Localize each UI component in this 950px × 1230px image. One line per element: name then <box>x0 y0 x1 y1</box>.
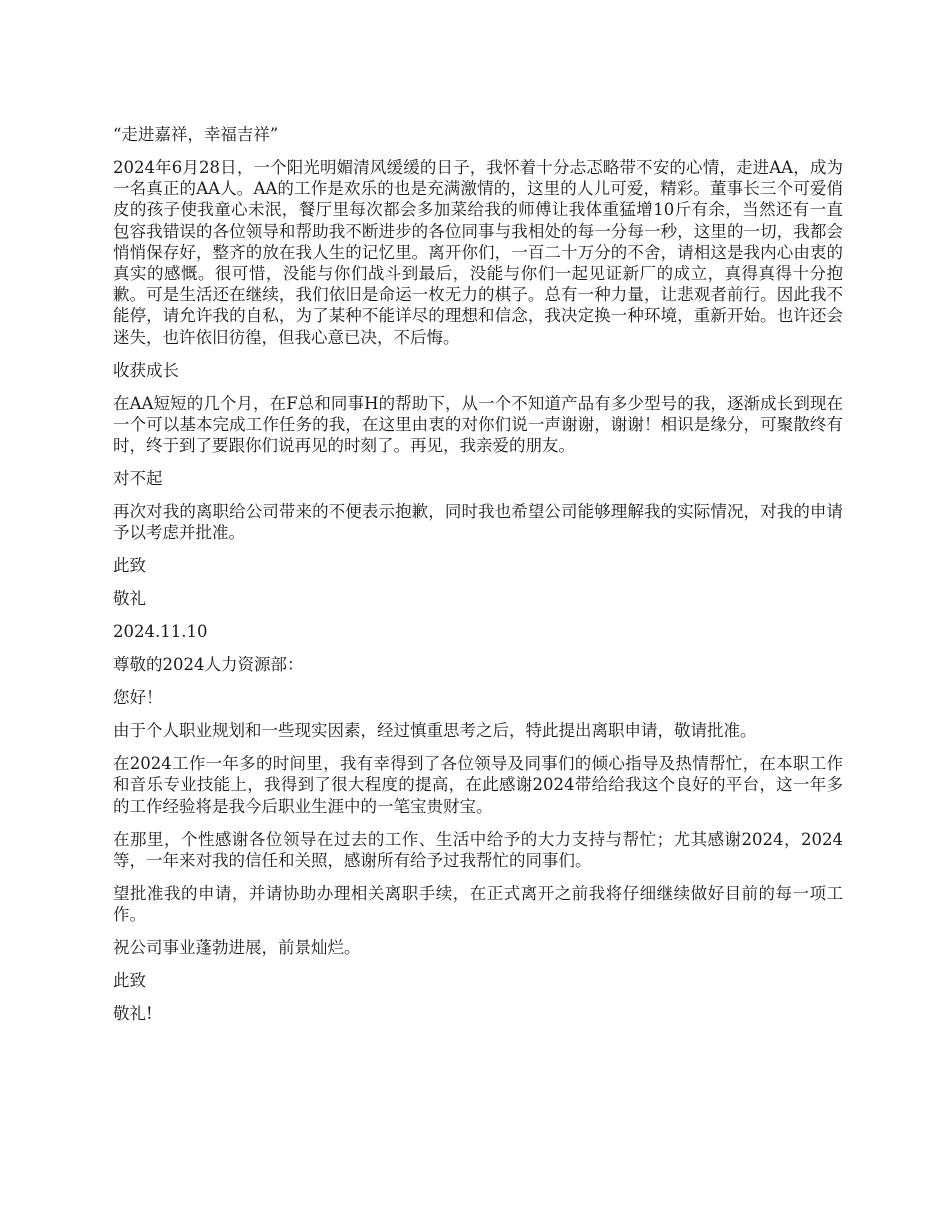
letter-addressee: 尊敬的2024人力资源部： <box>113 655 304 675</box>
section-heading-growth: 收获成长 <box>113 360 179 380</box>
document-title: “走进嘉祥，幸福吉祥” <box>113 125 279 144</box>
closing-salutation: 此致 <box>113 556 146 576</box>
paragraph-intro: 2024年6月28日，一个阳光明媚清风缓缓的日子，我怀着十分忐忑略带不安的心情，走进AA，成为一名真正的AA人。AA的工作是欢乐的也是充满激情的，这里的人儿可爱，精彩。董事长三个可爱俏皮的孩子使我童心未泯，餐厅里每次都会多加菜给我的师傅让我体重猛增10斤有余，当然还有一直包容我错误的各位领导和帮助我不断进步的各位同事与我相处的每一分每一秒，这里的一切，我都会悄悄保存好，整齐的放在我人生的记忆里。离开你们，一百二十万分的不舍，请相这是我内心由衷的真实的感慨。很可惜，没能与你们战斗到最后，没能与你们一起见证新厂的成立，真得真得十分抱歉。可是生活还在继续，我们依旧是命运一枚无力的棋子。总有一种力量，让悲观者前行。因此我不能停，请允许我的自私，为了某种不能详尽的理想和信念，我决定换一种环境，重新开始。也许还会迷失，也许依旧彷徨，但我心意已决，不后悔。 <box>113 158 843 347</box>
paragraph-apology: 再次对我的离职给公司带来的不便表示抱歉，同时我也希望公司能够理解我的实际情况，对我的申请予以考虑并批准。 <box>113 502 843 543</box>
document-body <box>113 124 843 1036</box>
paragraph-gratitude: 在那里，个性感谢各位领导在过去的工作、生活中给予的大力支持与帮忙；尤其感谢2024，2024等，一年来对我的信任和关照，感谢所有给予过我帮忙的同事们。 <box>113 829 843 870</box>
paragraph-growth: 在AA短短的几个月，在F总和同事H的帮助下，从一个不知道产品有多少型号的我，逐渐成长到现在一个可以基本完成工作任务的我，在这里由衷的对你们说一声谢谢，谢谢！相识是缘分，可聚散终有时，终于到了要跟你们说再见的时刻了。再见，我亲爱的朋友。 <box>113 393 843 456</box>
closing-regards-2: 敬礼! <box>113 1004 153 1024</box>
paragraph-request: 由于个人职业规划和一些现实因素，经过慎重思考之后，特此提出离职申请，敬请批准。 <box>113 721 757 741</box>
letter-greeting: 您好！ <box>113 688 163 708</box>
paragraph-approval: 望批准我的申请，并请协助办理相关离职手续，在正式离开之前我将仔细继续做好目前的每一项工作。 <box>113 883 843 925</box>
paragraph-wishes: 祝公司事业蓬勃进展，前景灿烂。 <box>113 938 361 958</box>
closing-regards: 敬礼 <box>113 589 146 609</box>
letter-date: 2024.11.10 <box>113 622 208 642</box>
paragraph-thanks: 在2024工作一年多的时间里，我有幸得到了各位领导及同事们的倾心指导及热情帮忙，在本职工作和音乐专业技能上，我得到了很大程度的提高，在此感谢2024带给给我这个良好的平台，这一年多的工作经验将是我今后职业生涯中的一笔宝贵财宝。 <box>113 754 843 816</box>
closing-salutation-2: 此致 <box>113 971 146 991</box>
section-heading-apology: 对不起 <box>113 469 163 489</box>
